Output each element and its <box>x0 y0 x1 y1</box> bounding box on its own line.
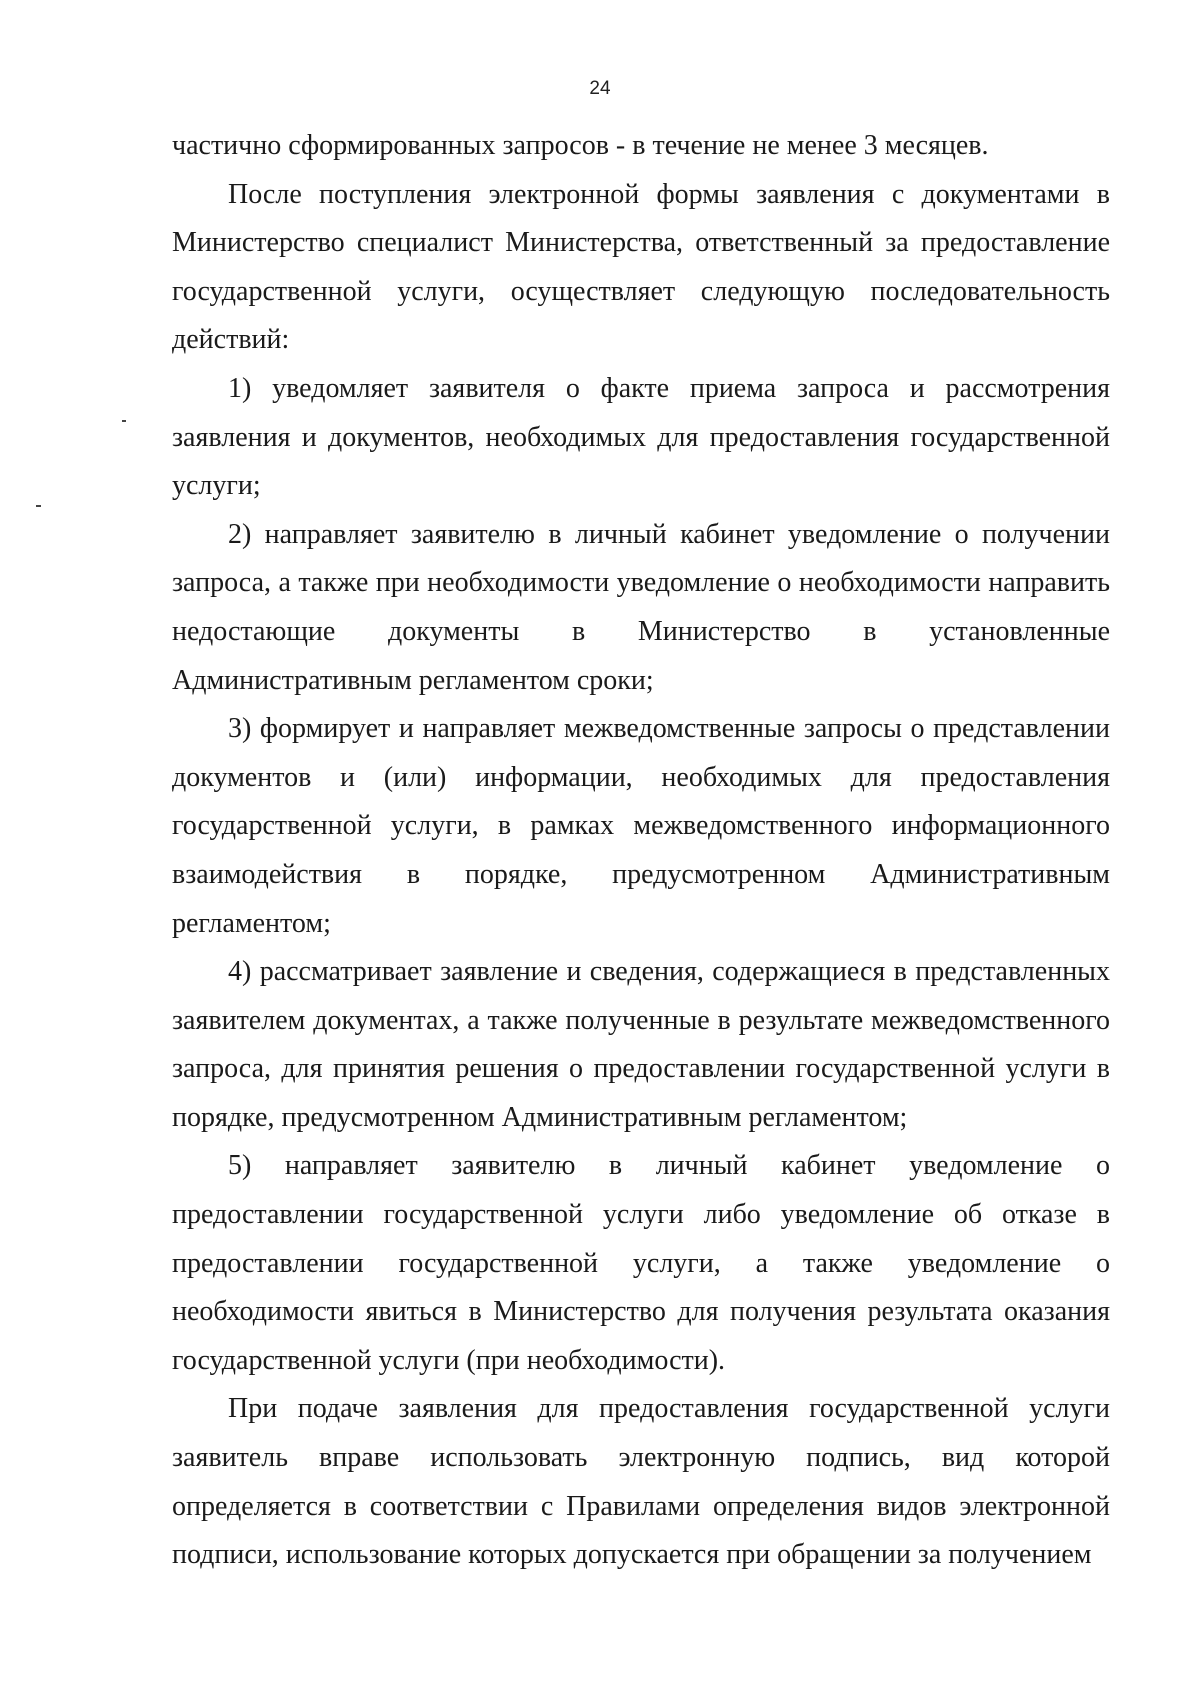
scan-speck <box>36 505 41 507</box>
paragraph-item-5: 5) направляет заявителю в личный кабинет уведомление о предоставлении государственной услуги либо уведомление об отказе в предоставлении государственной услуги, а также уведомление о необходимости явиться в Министерство для получения результата оказания государственной услуги (при необходимости). <box>172 1150 1110 1376</box>
paragraph-item-4: 4) рассматривает заявление и сведения, содержащиеся в представленных заявителем документах, а также полученные в результате межведомственного запроса, для принятия решения о предоставлении государственной услуги в порядке, предусмотренном Административным регламентом; <box>172 956 1110 1133</box>
document-body <box>172 122 1110 1580</box>
page-number: 24 <box>589 78 611 99</box>
paragraph-item-2: 2) направляет заявителю в личный кабинет уведомление о получении запроса, а также при необходимости уведомление о необходимости направить недостающие документы в Министерство в установленные Административным регламентом сроки; <box>172 518 1110 696</box>
paragraph-signature: При подаче заявления для предоставления государственной услуги заявитель вправе использовать электронную подпись, вид которой определяется в соответствии с Правилами определения видов электронной подписи, использование которых допускается при обращении за получением <box>172 1393 1110 1571</box>
paragraph-continuation: частично сформированных запросов - в течение не менее 3 месяцев. <box>172 130 989 161</box>
paragraph-item-3: 3) формирует и направляет межведомственные запросы о представлении документов и (или) информации, необходимых для предоставления государственной услуги, в рамках межведомственного информационного взаимодействия в порядке, предусмотренном Административным регламентом; <box>172 713 1110 939</box>
scan-speck <box>122 420 126 422</box>
paragraph-item-1: 1) уведомляет заявителя о факте приема запроса и рассмотрения заявления и документов, необходимых для предоставления государственной услуги; <box>172 372 1110 502</box>
paragraph-intro: После поступления электронной формы заявления с документами в Министерство специалист Министерства, ответственный за предоставление государственной услуги, осуществляет следующую последовательность действий: <box>172 178 1110 356</box>
